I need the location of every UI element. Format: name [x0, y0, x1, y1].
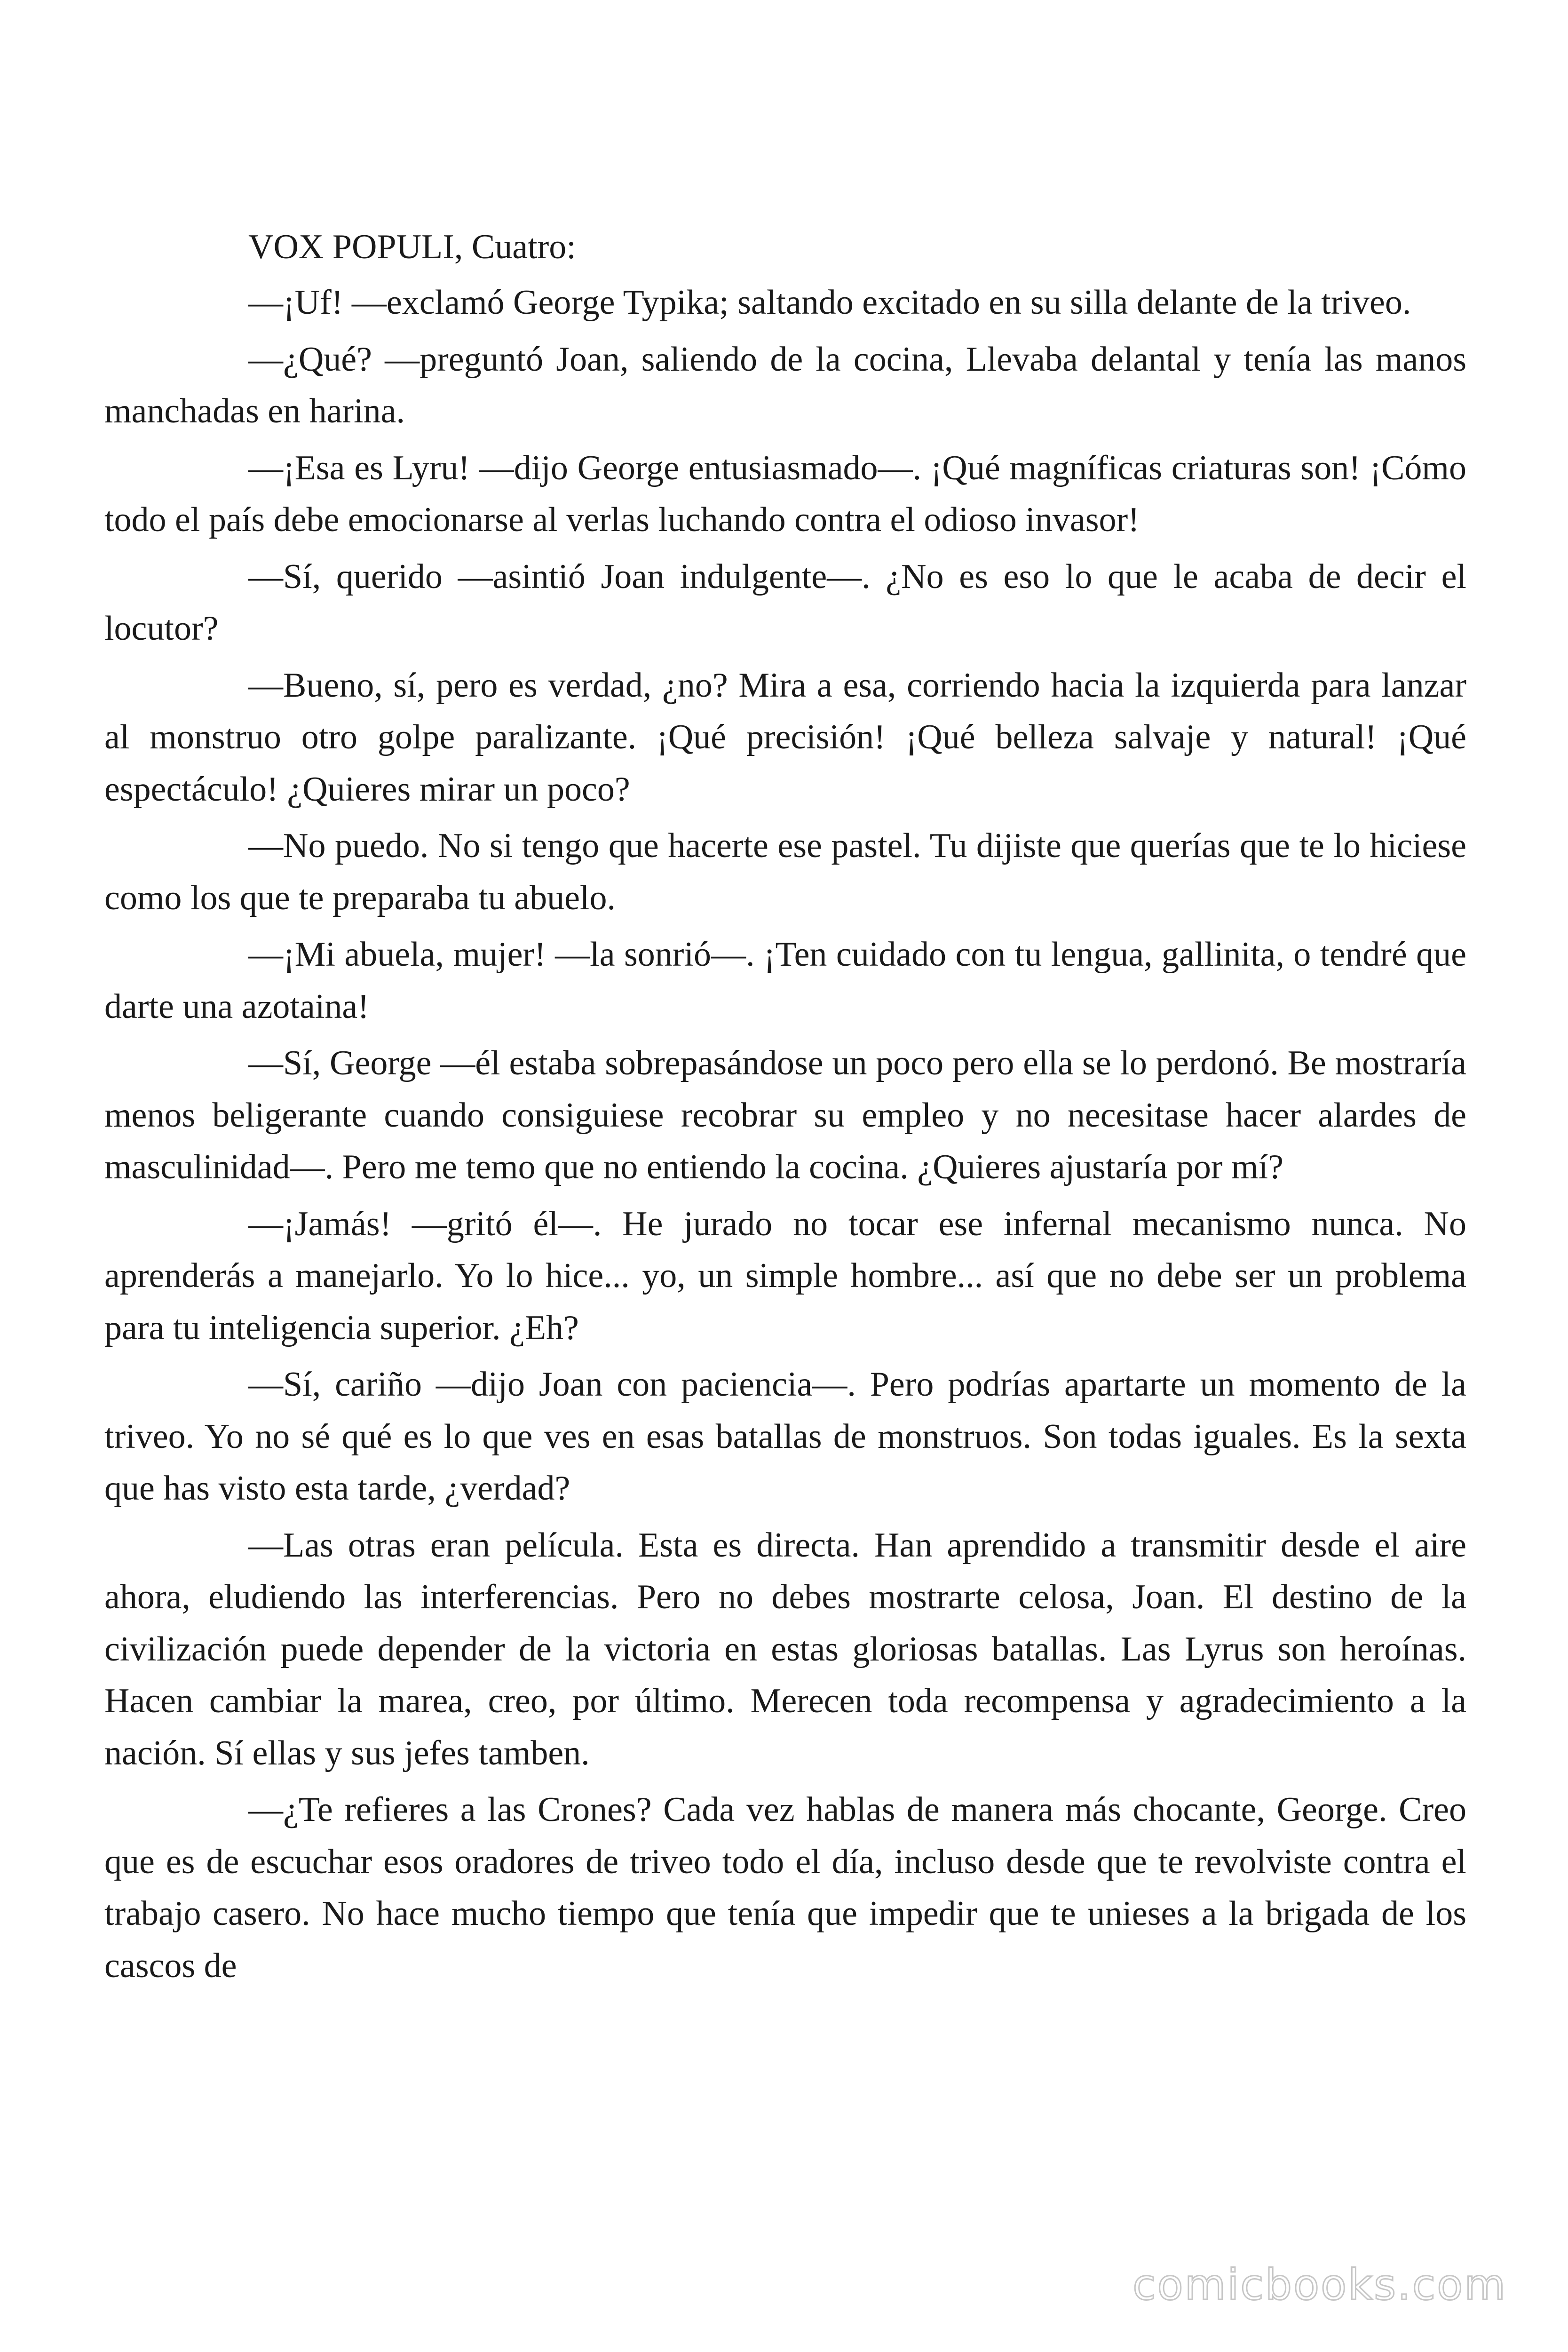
- paragraph-8: —Sí, George —él estaba sobrepasándose un poco pero ella se lo perdonó. Be mostraría menos beligerante cuando consiguiese recobrar su empleo y no necesitase hacer alardes de masculinidad—. Pero me temo que no entiendo la cocina. ¿Quieres ajustaría por mí?: [104, 1044, 1466, 1186]
- paragraph-10: —Sí, cariño —dijo Joan con paciencia—. Pero podrías apartarte un momento de la triveo. Yo no sé qué es lo que ves en esas batallas de monstruos. Son todas iguales. Es la sexta que has visto esta tarde, ¿verdad?: [104, 1365, 1466, 1508]
- paragraph-9: —¡Jamás! —gritó él—. He jurado no tocar ese infernal mecanismo nunca. No aprenderás a manejarlo. Yo lo hice... yo, un simple hombre... así que no debe ser un problema para tu inteligencia superior. ¿Eh?: [104, 1204, 1466, 1347]
- watermark: comicbooks.com: [1132, 2260, 1507, 2310]
- paragraph-6: —No puedo. No si tengo que hacerte ese pastel. Tu dijiste que querías que te lo hiciese como los que te preparaba tu abuelo.: [104, 826, 1466, 917]
- paragraph-12: —¿Te refieres a las Crones? Cada vez hablas de manera más chocante, George. Creo que es de escuchar esos oradores de triveo todo el día, incluso desde que te revolviste contra el trabajo casero. No hace mucho tiempo que tenía que impedir que te unieses a la brigada de los cascos de: [104, 1790, 1466, 1985]
- paragraph-1: —¡Uf! —exclamó George Typika; saltando excitado en su silla delante de la triveo.: [248, 283, 1411, 322]
- paragraph-4: —Sí, querido —asintió Joan indulgente—. ¿No es eso lo que le acaba de decir el locutor?: [104, 557, 1466, 648]
- paragraph-3: —¡Esa es Lyru! —dijo George entusiasmado—. ¡Qué magníficas criaturas son! ¡Cómo todo el país debe emocionarse al verlas luchando contra el odioso invasor!: [104, 448, 1466, 539]
- section-heading: VOX POPULI, Cuatro:: [248, 228, 576, 266]
- paragraph-5: —Bueno, sí, pero es verdad, ¿no? Mira a esa, corriendo hacia la izquierda para lanzar al monstruo otro golpe paralizante. ¡Qué precisión! ¡Qué belleza salvaje y natural! ¡Qué espectáculo! ¿Quieres mirar un poco?: [104, 666, 1466, 809]
- paragraph-11: —Las otras eran película. Esta es directa. Han aprendido a transmitir desde el aire ahora, eludiendo las interferencias. Pero no debes mostrarte celosa, Joan. El destino de la civilización puede depender de la victoria en estas gloriosas batallas. Las Lyrus son heroínas. Hacen cambiar la marea, creo, por último. Merecen toda recompensa y agradecimiento a la nación. Sí ellas y sus jefes tamben.: [104, 1526, 1466, 1772]
- paragraph-7: —¡Mi abuela, mujer! —la sonrió—. ¡Ten cuidado con tu lengua, gallinita, o tendré que darte una azotaina!: [104, 935, 1466, 1026]
- document-page: [104, 221, 1466, 1996]
- paragraph-2: —¿Qué? —preguntó Joan, saliendo de la cocina, Llevaba delantal y tenía las manos manchadas en harina.: [104, 340, 1466, 430]
